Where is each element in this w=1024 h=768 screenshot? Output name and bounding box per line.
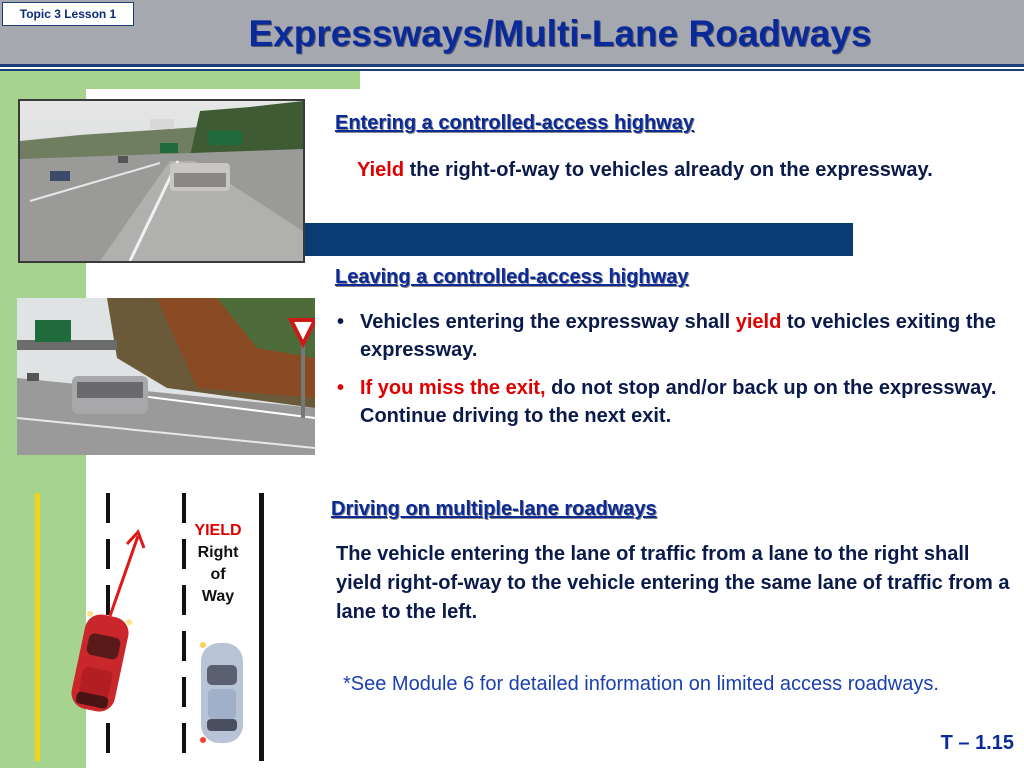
bullet2-red-text: If you miss the exit, — [360, 377, 546, 399]
bullet1-red-text: yield — [735, 311, 782, 333]
module-note: *See Module 6 for detailed information on limited access roadways. — [343, 673, 939, 695]
page-number: T – 1.15 — [940, 732, 1014, 754]
highway-entrance-photo — [18, 99, 305, 263]
yield-label-line4: Way — [201, 588, 235, 605]
list-item — [337, 308, 1007, 364]
highway-exit-photo — [17, 298, 315, 455]
entering-highway-text — [357, 156, 977, 185]
blue-car — [200, 642, 243, 743]
right-edge-line — [259, 493, 264, 761]
bullet2-text: do not stop and/or back up on the expressway. Continue driving to the next exit. — [360, 377, 997, 427]
header-rule — [0, 64, 1024, 67]
topic-badge: Topic 3 Lesson 1 — [2, 2, 134, 26]
green-top-border — [0, 71, 360, 89]
entering-text-rest: the right-of-way to vehicles already on the expressway. — [404, 159, 933, 181]
multilane-text: The vehicle entering the lane of traffic from a lane to the right shall yield right-of-way to the vehicle entering the same lane of traffic from a lane to the left. — [336, 543, 1010, 623]
yield-label-red: YIELD — [194, 522, 242, 539]
heading-leaving-highway: Leaving a controlled-access highway — [335, 266, 689, 288]
leaving-bullet-list — [337, 308, 1007, 440]
yield-word: Yield — [357, 159, 405, 181]
yield-right-of-way-label — [186, 520, 250, 608]
yield-label-line2: Right — [197, 544, 239, 561]
bullet1-text: Vehicles entering the expressway shall — [360, 311, 736, 333]
blue-divider-bar — [305, 223, 853, 256]
bullet-dot: • — [337, 377, 345, 399]
bullet1-text-end: to vehicles exiting the expressway. — [360, 311, 996, 361]
yield-label-line3: of — [210, 566, 226, 583]
red-car — [68, 610, 133, 714]
yellow-edge-line — [35, 493, 40, 761]
slide-title: Expressways/Multi-Lane Roadways — [248, 13, 872, 54]
list-item — [337, 374, 1007, 430]
bullet-dot: • — [337, 311, 345, 333]
merge-arrow — [110, 536, 138, 616]
heading-multilane-roadways: Driving on multiple-lane roadways — [331, 498, 657, 520]
heading-entering-highway: Entering a controlled-access highway — [335, 112, 694, 134]
